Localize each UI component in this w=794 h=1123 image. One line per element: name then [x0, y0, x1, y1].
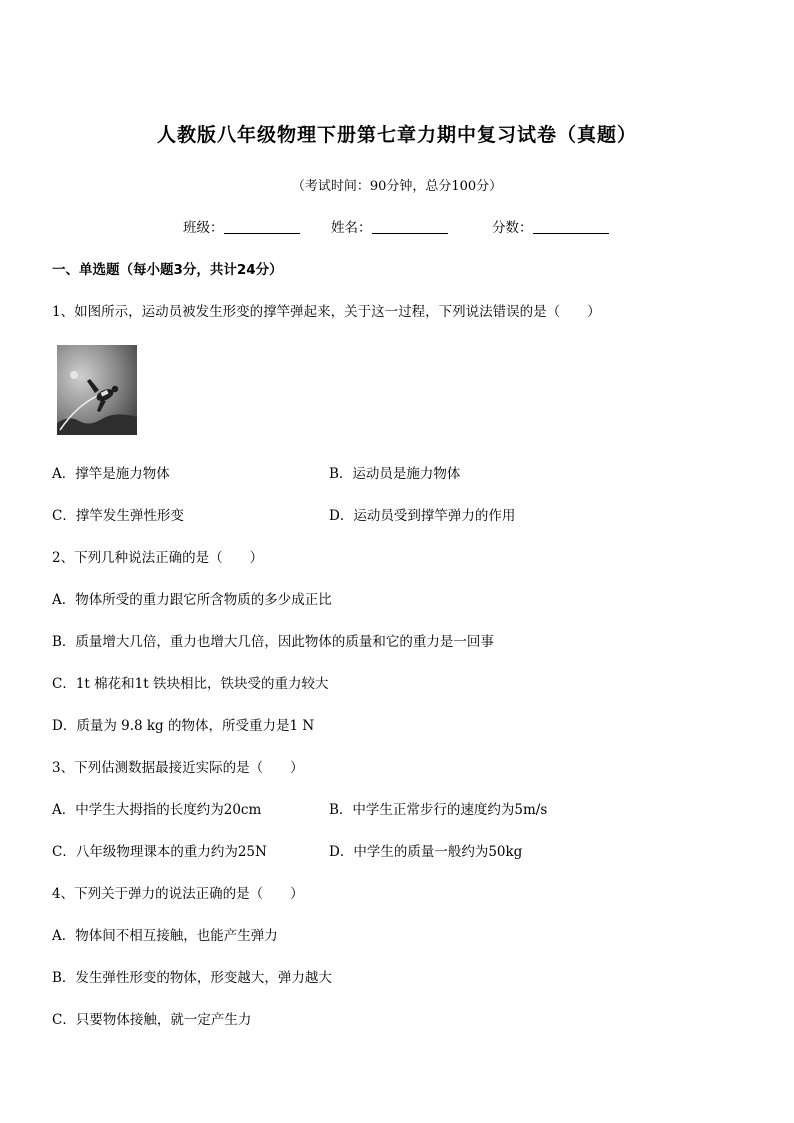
question-3-stem: 3、下列估测数据最接近实际的是（ ）	[52, 760, 304, 776]
page-title: 人教版八年级物理下册第七章力期中复习试卷（真题）	[156, 124, 637, 146]
question-4-option-c: C．只要物体接触，就一定产生力	[52, 1012, 252, 1028]
score-blank	[533, 219, 609, 234]
exam-duration-note: （考试时间：90分钟，总分100分）	[291, 179, 503, 194]
section-title: 一、单选题（每小题3分，共计24分）	[52, 262, 283, 278]
score-field	[492, 216, 609, 236]
class-label: 班级：	[183, 220, 224, 236]
question-2-option-d: D．质量为 9.8 kg 的物体，所受重力是1 N	[52, 718, 315, 734]
pole-vault-photo	[57, 345, 137, 435]
question-2-option-b: B．质量增大几倍，重力也增大几倍，因此物体的质量和它的重力是一回事	[52, 634, 494, 650]
question-1-stem: 1、如图所示，运动员被发生形变的撑竿弹起来，关于这一过程，下列说法错误的是（ ）	[52, 304, 601, 320]
class-blank	[224, 219, 300, 234]
name-blank	[372, 219, 448, 234]
question-2-option-a: A．物体所受的重力跟它所含物质的多少成正比	[52, 592, 332, 608]
question-2-option-c: C．1t 棉花和1t 铁块相比，铁块受的重力较大	[52, 676, 329, 692]
question-3-option-b: B．中学生正常步行的速度约为5m/s	[329, 802, 548, 818]
question-2-stem: 2、下列几种说法正确的是（ ）	[52, 550, 264, 566]
question-3-option-c: C．八年级物理课本的重力约为25N	[52, 844, 267, 860]
score-label: 分数：	[492, 220, 533, 236]
name-label: 姓名：	[331, 220, 372, 236]
question-3-option-d: D．中学生的质量一般约为50kg	[329, 844, 523, 860]
question-3-option-a: A．中学生大拇指的长度约为20cm	[52, 802, 262, 818]
question-4-option-b: B．发生弹性形变的物体，形变越大，弹力越大	[52, 970, 332, 986]
pole-vault-illustration	[57, 345, 137, 435]
question-4-stem: 4、下列关于弹力的说法正确的是（ ）	[52, 886, 304, 902]
question-1-option-b: B．运动员是施力物体	[329, 466, 461, 482]
question-1-option-a: A．撑竿是施力物体	[52, 466, 170, 482]
question-1-option-d: D．运动员受到撑竿弹力的作用	[329, 508, 516, 524]
question-1-option-c: C．撑竿发生弹性形变	[52, 508, 184, 524]
name-field	[331, 216, 448, 236]
class-field	[183, 216, 300, 236]
question-4-option-a: A．物体间不相互接触，也能产生弹力	[52, 928, 278, 944]
